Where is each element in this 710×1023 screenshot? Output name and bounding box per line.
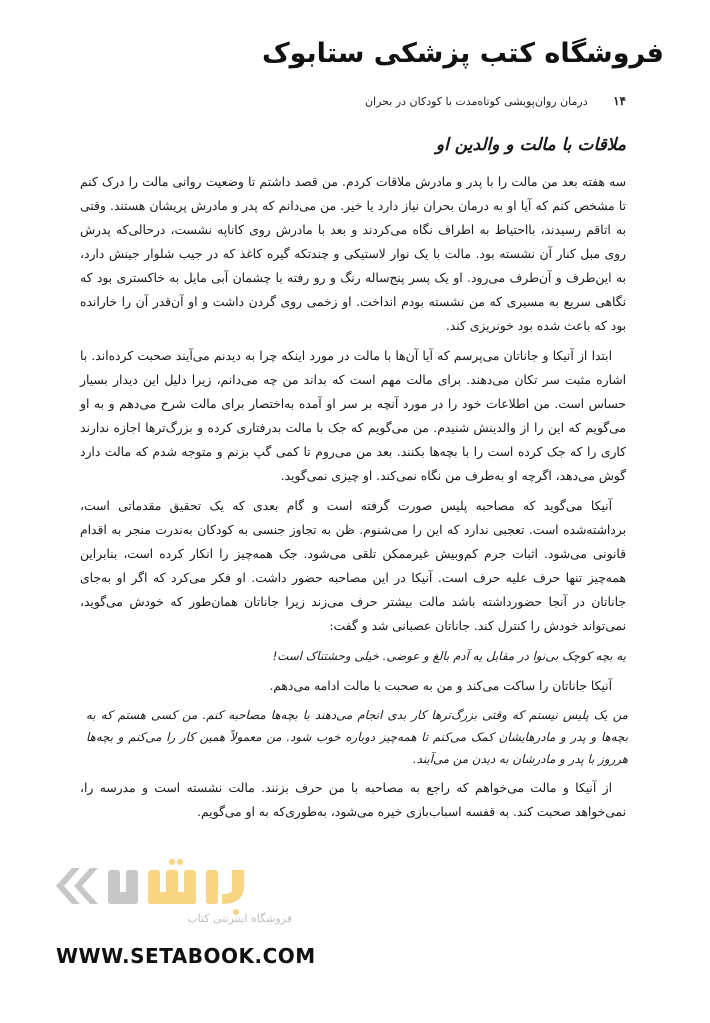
paragraph: از آنیکا و مالت می‌خواهم که راجع به مصاحبه با من حرف بزنند. مالت نشسته است و مدرسه را، نمی‌خواهد صحبت کند. به قفسه اسباب‌بازی خیره می‌شود، به‌طوری‌که به او می‌گویم. <box>80 781 626 819</box>
running-head-title: درمان روان‌پویشی کوتاه‌مدت با کودکان در بحران <box>364 95 588 108</box>
page-number: ۱۴ <box>613 94 626 108</box>
paragraph: آنیکا جاناتان را ساکت می‌کند و من به صحبت با مالت ادامه می‌دهم. <box>269 679 612 693</box>
paragraph: آنیکا می‌گوید که مصاحبه پلیس صورت گرفته است و گام بعدی که یک تحقیق مقدماتی است، برداشته‌شده است. تعجبی ندارد که این را می‌شنوم. ظن به تجاوز جنسی به کودکان به‌ندرت منجر به اقدام قانونی می‌شود. اثبات جرم کم‌وبیش غیرممکن تلقی می‌شود. جک همه‌چیز را انکار کرده است، بنابراین همه‌چیز تنها حرف علیه حرف است. آنیکا در این مصاحبه حضور داشت. او فکر می‌کرد که اگر او به‌جای جاناتان در آنجا حضورداشته باشد مالت بیشتر حرف می‌زند زیرا جاناتان همان‌طور که خودش می‌گوید، نمی‌تواند خودش را کنترل کند. جاناتان عصبانی شد و گفت: <box>80 499 626 633</box>
running-head <box>80 94 626 108</box>
quote-block: من یک پلیس نیستم که وقتی بزرگ‌ترها کار بدی انجام می‌دهند با بچه‌ها مصاحبه کنم. من کسی هستم که به بچه‌ها و پدر و مادرهایشان کمک می‌کنم تا همه‌چیز دوباره خوب شود. من معمولاً همین کار را می‌کنم و بچه‌ها هرروز با پدر و مادرشان به دیدن من می‌آیند. <box>86 708 628 766</box>
body-text <box>80 170 626 830</box>
store-banner: فروشگاه کتب پزشکی ستابوک <box>261 38 664 69</box>
paragraph: ابتدا از آنیکا و جاناتان می‌پرسم که آیا آن‌ها با مالت در مورد اینکه چرا به دیدنم می‌آیند صحبت کرده‌اند. با اشاره مثبت سر تکان می‌دهند. برای مالت مهم است که بداند من چه می‌دانم، زیرا دلیل این دیدار بسیار حساس است. من اطلاعات خود را در مورد آنچه بر سر او آمده به‌اختصار برای مالت شرح می‌دهم و به او می‌گویم که این را از والدینش شنیدم. من می‌گویم که جک با مالت بدرفتاری کرده و بزرگ‌ترها اجازه ندارند کاری را که جک کرده است را با بچه‌ها بکنند. بعد من می‌روم تا کمی گپ بزنم و متوجه شدم که مالت دارد گوش می‌دهد، اگرچه او به‌طرف من نگاه نمی‌کند. او چیزی نمی‌گوید. <box>80 349 626 483</box>
seta-logo-icon <box>52 856 302 916</box>
site-url[interactable]: WWW.SETABOOK.COM <box>56 944 316 968</box>
paragraph: سه هفته بعد من مالت را با پدر و مادرش ملاقات کردم. من قصد داشتم تا وضعیت روانی مالت را درک کنم تا مشخص کنم که آیا او به درمان بحران نیاز دارد یا خیر. من می‌دانم که پدر و مادرش پریشان هستند. وقتی به اتاقم رسیدند، بااحتیاط به اطراف نگاه می‌کردند و بعد با مادرش روی کاناپه نشست، درحالی‌که پدرش روی مبل کنار آن نشسته بود. مالت با یک نوار لاستیکی و چندتکه گیره کاغذ که در جیب شلوار جینش دارد، به این‌طرف و آن‌طرف می‌رود. او یک پسر پنج‌ساله رنگ و رو رفته با چشمان آبی مایل به خاکستری بود که نگاهی سریع به مسیری که من نشسته بودم انداخت. او زخمی روی گردن داشت و او آن‌قدر آن را خارانده بود که باعث شده بود خونریزی کند. <box>80 175 626 333</box>
seta-watermark-logo <box>52 856 302 936</box>
watermark-subtitle: فروشگاه اینترنتی کتاب <box>187 912 292 925</box>
quote: یه بچه کوچک بی‌نوا در مقابل یه آدم بالغ و عوضی. خیلی وحشتناک است! <box>272 649 626 663</box>
section-title: ملاقات با مالت و والدین او <box>435 135 626 155</box>
